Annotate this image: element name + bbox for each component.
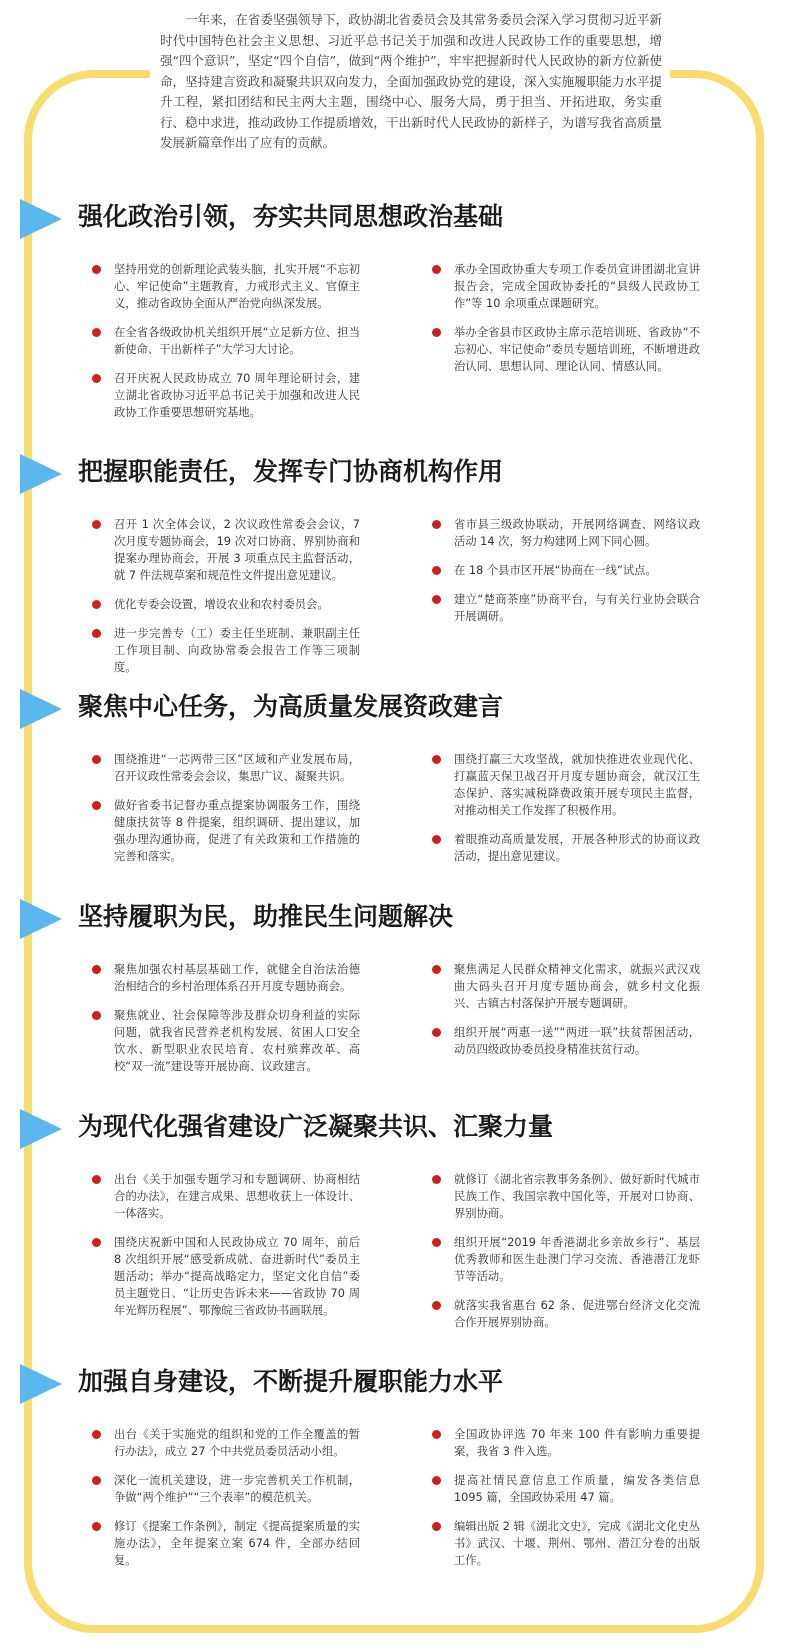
bullet-text: 围绕庆祝新中国和人民政协成立 70 周年，前后 8 次组织开展“感受新成就、奋进新时代”委员主题活动；举办“提高战略定力，坚定文化自信”委员主题党日、“让历史告诉未来——省政协 70 周年光辉历程展”、鄂豫皖三省政协书画联展。 — [114, 1236, 360, 1317]
bullet-text: 建立“楚商茶座”协商平台，与有关行业协会联合开展调研。 — [454, 593, 700, 623]
bullet-item — [92, 1518, 360, 1569]
section-column-right — [432, 1171, 700, 1343]
red-bullet-icon — [432, 1522, 441, 1531]
section-header — [0, 450, 800, 496]
red-bullet-icon — [432, 965, 441, 974]
triangle-marker-icon — [20, 1364, 62, 1404]
bullet-text: 深化一流机关建设，进一步完善机关工作机制，争做“两个维护”“三个表率”的模范机关。 — [114, 1474, 360, 1504]
section-header — [0, 195, 800, 241]
triangle-marker-icon — [20, 1109, 62, 1149]
bullet-text: 在全省各级政协机关组织开展“立足新方位、担当新使命、干出新样子”大学习大讨论。 — [114, 326, 360, 356]
section-header — [0, 895, 800, 941]
red-bullet-icon — [432, 328, 441, 337]
red-bullet-icon — [92, 1238, 101, 1247]
section-header — [0, 685, 800, 731]
triangle-marker-icon — [20, 199, 62, 239]
bullet-item — [432, 1426, 700, 1460]
bullet-item — [92, 961, 360, 995]
red-bullet-icon — [92, 1476, 101, 1485]
bullet-item — [92, 516, 360, 584]
section-title: 聚焦中心任务，为高质量发展资政建言 — [78, 692, 504, 721]
bullet-item — [92, 596, 360, 613]
bullet-item — [432, 1297, 700, 1331]
bullet-text: 召开 1 次全体会议，2 次议政性常委会会议，7 次月度专题协商会，19 次对口协商、界别协商和提案办理协商会，开展 3 项重点民主监督活动，就 7 件法规草案和规范性文件提出意见建议。 — [114, 518, 360, 582]
bullet-text: 着眼推动高质量发展，开展各种形式的协商议政活动，提出意见建议。 — [454, 833, 700, 863]
bullet-item — [432, 261, 700, 312]
bullet-item — [432, 1472, 700, 1506]
bullet-item — [92, 625, 360, 676]
bullet-text: 聚焦满足人民群众精神文化需求，就振兴武汉戏曲大码头召开月度专题协商会，就乡村文化振兴、古镇古村落保护开展专题调研。 — [454, 963, 700, 1010]
bullet-item — [432, 562, 700, 579]
bullet-text: 省市县三级政协联动，开展网络调查、网络议政活动 14 次，努力构建网上网下同心圆。 — [454, 518, 700, 548]
red-bullet-icon — [432, 520, 441, 529]
bullet-item — [92, 1007, 360, 1075]
red-bullet-icon — [432, 1028, 441, 1037]
bullet-item — [92, 1234, 360, 1319]
bullet-text: 修订《提案工作条例》，制定《提高提案质量的实施办法》，全年提案立案 674 件，全部办结回复。 — [114, 1520, 360, 1567]
bullet-text: 承办全国政协重大专项工作委员宣讲团湖北宣讲报告会，完成全国政协委托的“县级人民政协工作”等 10 余项重点课题研究。 — [454, 263, 700, 310]
bullet-item — [92, 261, 360, 312]
bullet-text: 提高社情民意信息工作质量，编发各类信息 1095 篇，全国政协采用 47 篇。 — [454, 1474, 700, 1504]
bullet-text: 举办全省县市区政协主席示范培训班、省政协“不忘初心、牢记使命”委员专题培训班，不断增进政治认同、思想认同、理论认同、情感认同。 — [454, 326, 700, 373]
section-column-left — [92, 1426, 360, 1581]
bullet-text: 组织开展“2019 年香港湖北乡亲故乡行”、基层优秀教师和医生赴澳门学习交流、香港潜江龙虾节等活动。 — [454, 1236, 700, 1283]
section-title: 加强自身建设，不断提升履职能力水平 — [78, 1367, 504, 1396]
section-header — [0, 1360, 800, 1406]
bullet-item — [432, 1024, 700, 1058]
red-bullet-icon — [92, 965, 101, 974]
intro-paragraph: 一年来，在省委坚强领导下，政协湖北省委员会及其常务委员会深入学习贯彻习近平新时代中国特色社会主义思想、习近平总书记关于加强和改进人民政协工作的重要思想，增强“四个意识”，坚定“四个自信”，做到“两个维护”，牢牢把握新时代人民政协的新方位新使命，坚持建言资政和凝聚共识双向发力，全面加强政协党的建设，深入实施履职能力水平提升工程，紧扣团结和民主两大主题，围绕中心、服务大局，勇于担当、开拓进取，务实重行、稳中求进，推动政协工作提质增效，干出新时代人民政协的新样子，为谱写我省高质量发展新篇章作出了应有的贡献。 — [160, 12, 662, 150]
red-bullet-icon — [432, 1476, 441, 1485]
red-bullet-icon — [92, 801, 101, 810]
bullet-text: 就修订《湖北省宗教事务条例》、做好新时代城市民族工作、我国宗教中国化等，开展对口协商、界别协商。 — [454, 1173, 700, 1220]
bullet-text: 就落实我省惠台 62 条、促进鄂台经济文化交流合作开展界别协商。 — [454, 1299, 700, 1329]
bullet-item — [92, 370, 360, 421]
bullet-item — [92, 1472, 360, 1506]
triangle-marker-icon — [20, 454, 62, 494]
red-bullet-icon — [92, 1011, 101, 1020]
bullet-item — [432, 961, 700, 1012]
red-bullet-icon — [92, 1430, 101, 1439]
bullet-text: 召开庆祝人民政协成立 70 周年理论研讨会，建立湖北省政协习近平总书记关于加强和改进人民政协工作重要思想研究基地。 — [114, 372, 360, 419]
triangle-marker-icon — [20, 689, 62, 729]
section-title: 把握职能责任，发挥专门协商机构作用 — [78, 457, 504, 486]
section-column-right — [432, 751, 700, 877]
red-bullet-icon — [432, 1238, 441, 1247]
section-column-right — [432, 516, 700, 637]
bullet-item — [432, 1518, 700, 1569]
bullet-item — [432, 831, 700, 865]
bullet-item — [92, 1426, 360, 1460]
bullet-item — [432, 1234, 700, 1285]
bullet-text: 全国政协评选 70 年来 100 件有影响力重要提案，我省 3 件入选。 — [454, 1428, 700, 1458]
bullet-text: 做好省委书记督办重点提案协调服务工作，围绕健康扶贫等 8 件提案，组织调研、提出建议，加强办理沟通协商，促进了有关政策和工作措施的完善和落实。 — [114, 799, 360, 863]
bullet-item — [92, 1171, 360, 1222]
bullet-text: 出台《关于加强专题学习和专题调研、协商相结合的办法》，在建言成果、思想收获上一体设计、一体落实。 — [114, 1173, 360, 1220]
bullet-text: 组织开展“两惠一送”“两进一联”扶贫帮困活动，动员四级政协委员投身精准扶贫行动。 — [454, 1026, 700, 1056]
bullet-item — [432, 324, 700, 375]
bullet-item — [92, 324, 360, 358]
section-title: 强化政治引领，夯实共同思想政治基础 — [78, 202, 504, 231]
bullet-item — [92, 797, 360, 865]
red-bullet-icon — [92, 520, 101, 529]
section-title: 坚持履职为民，助推民生问题解决 — [78, 902, 454, 931]
triangle-marker-icon — [20, 899, 62, 939]
bullet-text: 在 18 个县市区开展“协商在一线”试点。 — [454, 564, 657, 577]
red-bullet-icon — [432, 755, 441, 764]
bullet-item — [432, 516, 700, 550]
section-column-right — [432, 1426, 700, 1581]
section-column-right — [432, 261, 700, 387]
red-bullet-icon — [432, 835, 441, 844]
red-bullet-icon — [92, 374, 101, 383]
red-bullet-icon — [92, 755, 101, 764]
section-column-left — [92, 261, 360, 433]
section-header — [0, 1105, 800, 1151]
section-column-left — [92, 516, 360, 688]
bullet-text: 聚焦就业、社会保障等涉及群众切身利益的实际问题，就我省民营养老机构发展、贫困人口安全饮水、新型职业农民培育、农村殡葬改革、高校“双一流”建设等开展协商、议政建言。 — [114, 1009, 360, 1073]
red-bullet-icon — [92, 265, 101, 274]
red-bullet-icon — [92, 629, 101, 638]
bullet-text: 围绕打赢三大攻坚战，就加快推进农业现代化、打赢蓝天保卫战召开月度专题协商会，就汉江生态保护、落实减税降费政策开展专项民主监督，对推动相关工作发挥了积极作用。 — [454, 753, 700, 817]
bullet-text: 聚焦加强农村基层基础工作，就健全自治法治德治相结合的乡村治理体系召开月度专题协商会。 — [114, 963, 360, 993]
bullet-item — [92, 751, 360, 785]
red-bullet-icon — [432, 566, 441, 575]
red-bullet-icon — [92, 600, 101, 609]
section-column-left — [92, 751, 360, 877]
bullet-text: 坚持用党的创新理论武装头脑，扎实开展“不忘初心、牢记使命”主题教育，力戒形式主义、官僚主义，推动省政协全面从严治党向纵深发展。 — [114, 263, 360, 310]
bullet-item — [432, 751, 700, 819]
bullet-item — [432, 1171, 700, 1222]
section-column-left — [92, 1171, 360, 1331]
section-column-right — [432, 961, 700, 1070]
red-bullet-icon — [92, 328, 101, 337]
bullet-text: 编辑出版 2 辑《湖北文史》，完成《湖北文化史丛书》武汉、十堰、荆州、鄂州、潜江分卷的出版工作。 — [454, 1520, 700, 1567]
red-bullet-icon — [432, 1430, 441, 1439]
section-title: 为现代化强省建设广泛凝聚共识、汇聚力量 — [78, 1112, 554, 1141]
red-bullet-icon — [432, 1175, 441, 1184]
red-bullet-icon — [432, 265, 441, 274]
section-column-left — [92, 961, 360, 1087]
red-bullet-icon — [432, 1301, 441, 1310]
bullet-text: 进一步完善专（工）委主任坐班制、兼职副主任工作项目制、向政协常委会报告工作等三项制度。 — [114, 627, 360, 674]
bullet-text: 围绕推进“一芯两带三区”区域和产业发展布局，召开议政性常委会会议，集思广议、凝聚共识。 — [114, 753, 360, 783]
bullet-item — [432, 591, 700, 625]
bullet-text: 优化专委会设置，增设农业和农村委员会。 — [114, 598, 329, 611]
red-bullet-icon — [92, 1175, 101, 1184]
bullet-text: 出台《关于实施党的组织和党的工作全覆盖的暂行办法》，成立 27 个中共党员委员活动小组。 — [114, 1428, 360, 1458]
red-bullet-icon — [92, 1522, 101, 1531]
red-bullet-icon — [432, 595, 441, 604]
